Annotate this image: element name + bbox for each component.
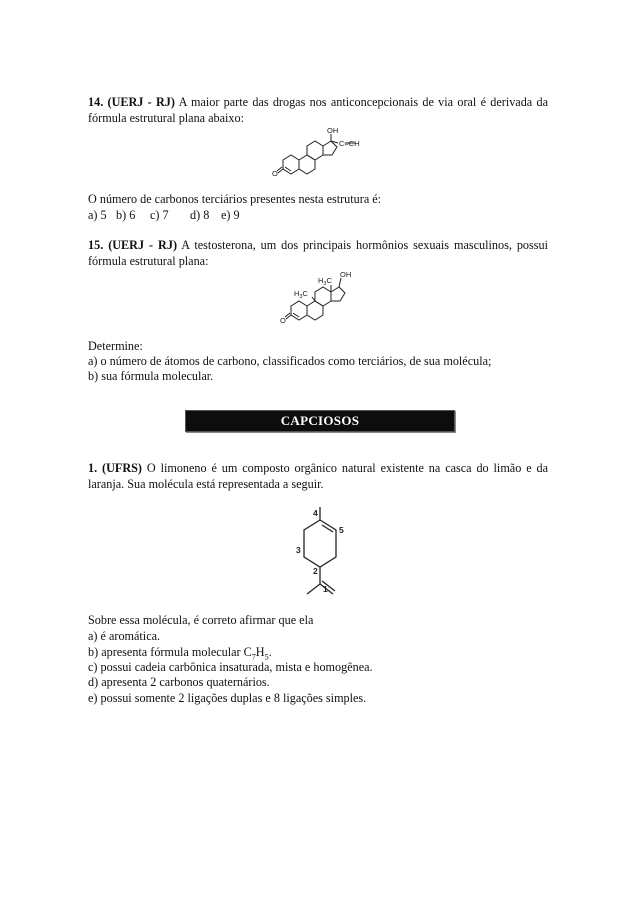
q1-option-e: e) possui somente 2 ligações duplas e 8 ligações simples. (88, 691, 367, 705)
q14-option-e: e) 9 (221, 208, 240, 222)
q1-text: O limoneno é um composto orgânico natural existente na casca do limão e da laranja. Sua molécula está representada a seguir. (88, 461, 548, 491)
q14-option-d: d) 8 (190, 208, 210, 222)
q14-option-b: b) 6 (116, 208, 136, 222)
q15-methyl-label-b: $H_3C$ (318, 276, 332, 287)
limonene-number-1: 1 (323, 584, 328, 594)
q15-testosterone-structure (280, 266, 370, 332)
q15-text: A testosterona, um dos principais hormônios sexuais masculinos, possui fórmula estrutural plana: (88, 238, 548, 268)
limonene-number-5: 5 (339, 525, 344, 535)
section-banner: CAPCIOSOS (185, 410, 455, 432)
limonene-number-3: 3 (296, 545, 301, 555)
q15-methyl-label-a: $H_3C$ (294, 289, 308, 300)
q1-option-c: c) possui cadeia carbônica insaturada, mista e homogênea. (88, 660, 373, 674)
q14-question: O número de carbonos terciários presentes nesta estrutura é: (88, 192, 382, 206)
q14-option-a: a) 5 (88, 208, 107, 222)
q14-steroid-structure (270, 122, 390, 186)
q15-item-b: b) sua fórmula molecular. (88, 369, 214, 383)
q1-statement (88, 461, 548, 492)
limonene-number-2: 2 (313, 566, 318, 576)
q1-option-b: b) apresenta fórmula molecular $C_7H_5$. (88, 645, 272, 662)
q15-tag: 15. (UERJ - RJ) (88, 238, 178, 252)
q14-oh-label: OH (327, 126, 339, 135)
q1-option-d: d) apresenta 2 carbonos quaternários. (88, 675, 270, 689)
q14-options (88, 208, 548, 224)
q15-determine: Determine: (88, 339, 143, 353)
q14-o-label: O (272, 169, 278, 178)
q15-oh-label: OH (340, 270, 352, 279)
limonene-number-4: 4 (313, 508, 318, 518)
q15-statement (88, 238, 548, 269)
q1-tag: 1. (UFRS) (88, 461, 142, 475)
q1-intro: Sobre essa molécula, é correto afirmar que ela (88, 613, 314, 627)
q15-item-a: a) o número de átomos de carbono, classificados como terciários, de sua molécula; (88, 354, 492, 368)
limonene-structure (288, 500, 358, 602)
q15-o-label: O (280, 316, 286, 325)
q14-text: A maior parte das drogas nos anticoncepcionais de via oral é derivada da fórmula estrutural plana abaixo: (88, 95, 548, 125)
q1-option-a: a) é aromática. (88, 629, 161, 643)
q14-tag: 14. (UERJ - RJ) (88, 95, 175, 109)
q14-alkyne-label: C≡CH (339, 139, 360, 148)
q14-option-c: c) 7 (150, 208, 169, 222)
